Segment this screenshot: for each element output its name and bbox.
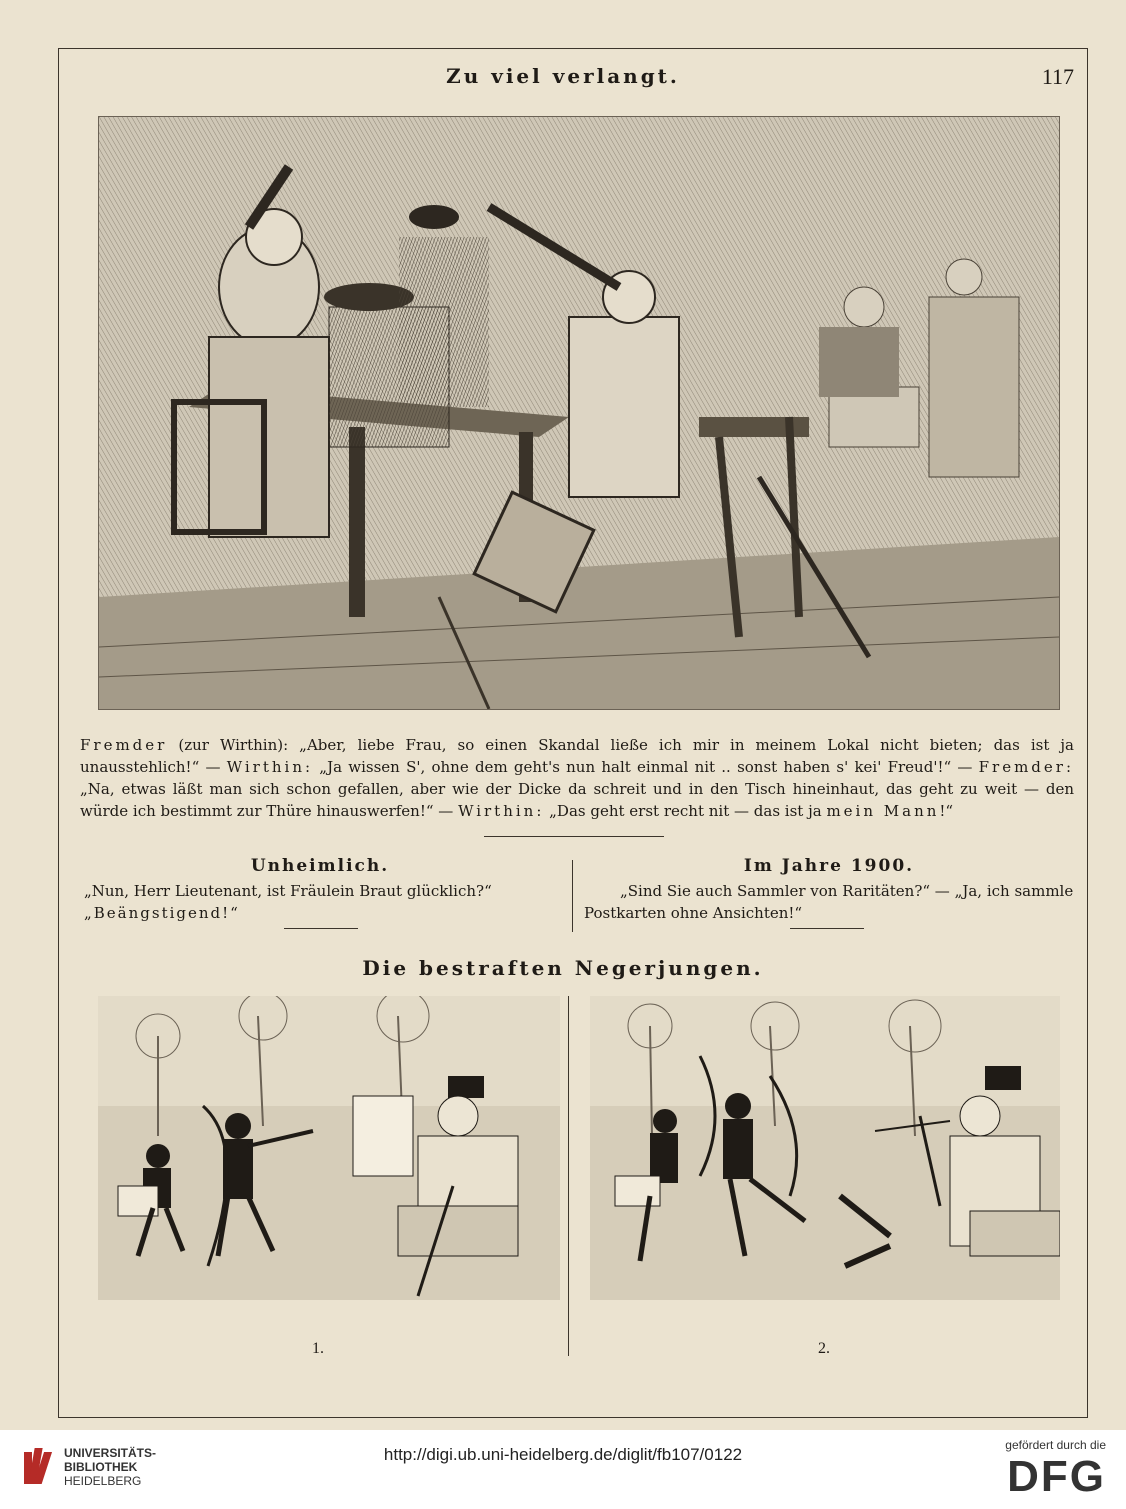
- caption-part: mein Mann: [826, 802, 940, 820]
- dfg-logo: DFG: [1007, 1452, 1106, 1501]
- joke-text-right-1: „Sind Sie auch Sammler von Raritäten?“ — „Ja, ich sammle: [620, 882, 1074, 900]
- divider: [284, 928, 358, 929]
- source-url[interactable]: http://digi.ub.uni-heidelberg.de/diglit/fb107/0122: [383, 1445, 743, 1464]
- comic-panel-2: [590, 996, 1060, 1300]
- caption-part: „Na, etwas läßt man sich schon gefallen, aber wie der Dicke da schreit und in den Tisch hineinhaut, das geht zu weit — den würde ich bestimmt zur Thüre hinauswerfen!“ —: [80, 780, 1074, 820]
- caption-part: Fremder: [80, 736, 168, 754]
- tavern-illustration: [98, 116, 1060, 710]
- joke-text-left-2: „Beängstigend!“: [84, 904, 240, 922]
- cartoon-caption: [80, 734, 1074, 822]
- funded-by-label: gefördert durch die: [1005, 1438, 1106, 1452]
- library-name-line: HEIDELBERG: [64, 1474, 142, 1488]
- caption-part: !“: [939, 802, 954, 820]
- panel-1-number: 1.: [312, 1340, 324, 1357]
- caption-part: „Das geht erst recht nit — das ist ja: [544, 802, 827, 820]
- library-name-line: UNIVERSITÄTS-: [64, 1446, 157, 1460]
- panel-separator: [568, 996, 569, 1356]
- joke-heading-right: Im Jahre 1900.: [743, 856, 915, 876]
- comic-panel-1: [98, 996, 560, 1300]
- divider: [790, 928, 864, 929]
- caption-part: „Ja wissen S', ohne dem geht's nun halt einmal nit .. sonst haben s' kei' Freud'!“ —: [313, 758, 979, 776]
- library-name-line: BIBLIOTHEK: [64, 1460, 138, 1474]
- joke-text-right-2: Postkarten ohne Ansichten!“: [584, 904, 803, 922]
- caption-part: Wirthin:: [226, 758, 314, 776]
- caption-part: (zur Wirthin): „Aber, liebe Frau, so einen Skandal ließe ich mir in meinem Lokal nicht bieten; das ist ja unausstehlich!“ —: [80, 736, 1074, 776]
- page-number: 117: [1041, 64, 1074, 89]
- divider: [484, 836, 664, 837]
- joke-heading-left: Unheimlich.: [250, 856, 390, 876]
- panel-2-number: 2.: [818, 1340, 830, 1357]
- comic-title: Die bestraften Negerjungen.: [362, 956, 764, 980]
- caption-part: Wirthin:: [458, 802, 545, 820]
- footer-bar: [0, 1430, 1126, 1509]
- joke-text-left-1: „Nun, Herr Lieutenant, ist Fräulein Braut glücklich?“: [84, 882, 492, 900]
- caption-part: Fremder:: [978, 758, 1075, 776]
- page-title: Zu viel verlangt.: [446, 64, 680, 88]
- column-separator: [572, 860, 573, 932]
